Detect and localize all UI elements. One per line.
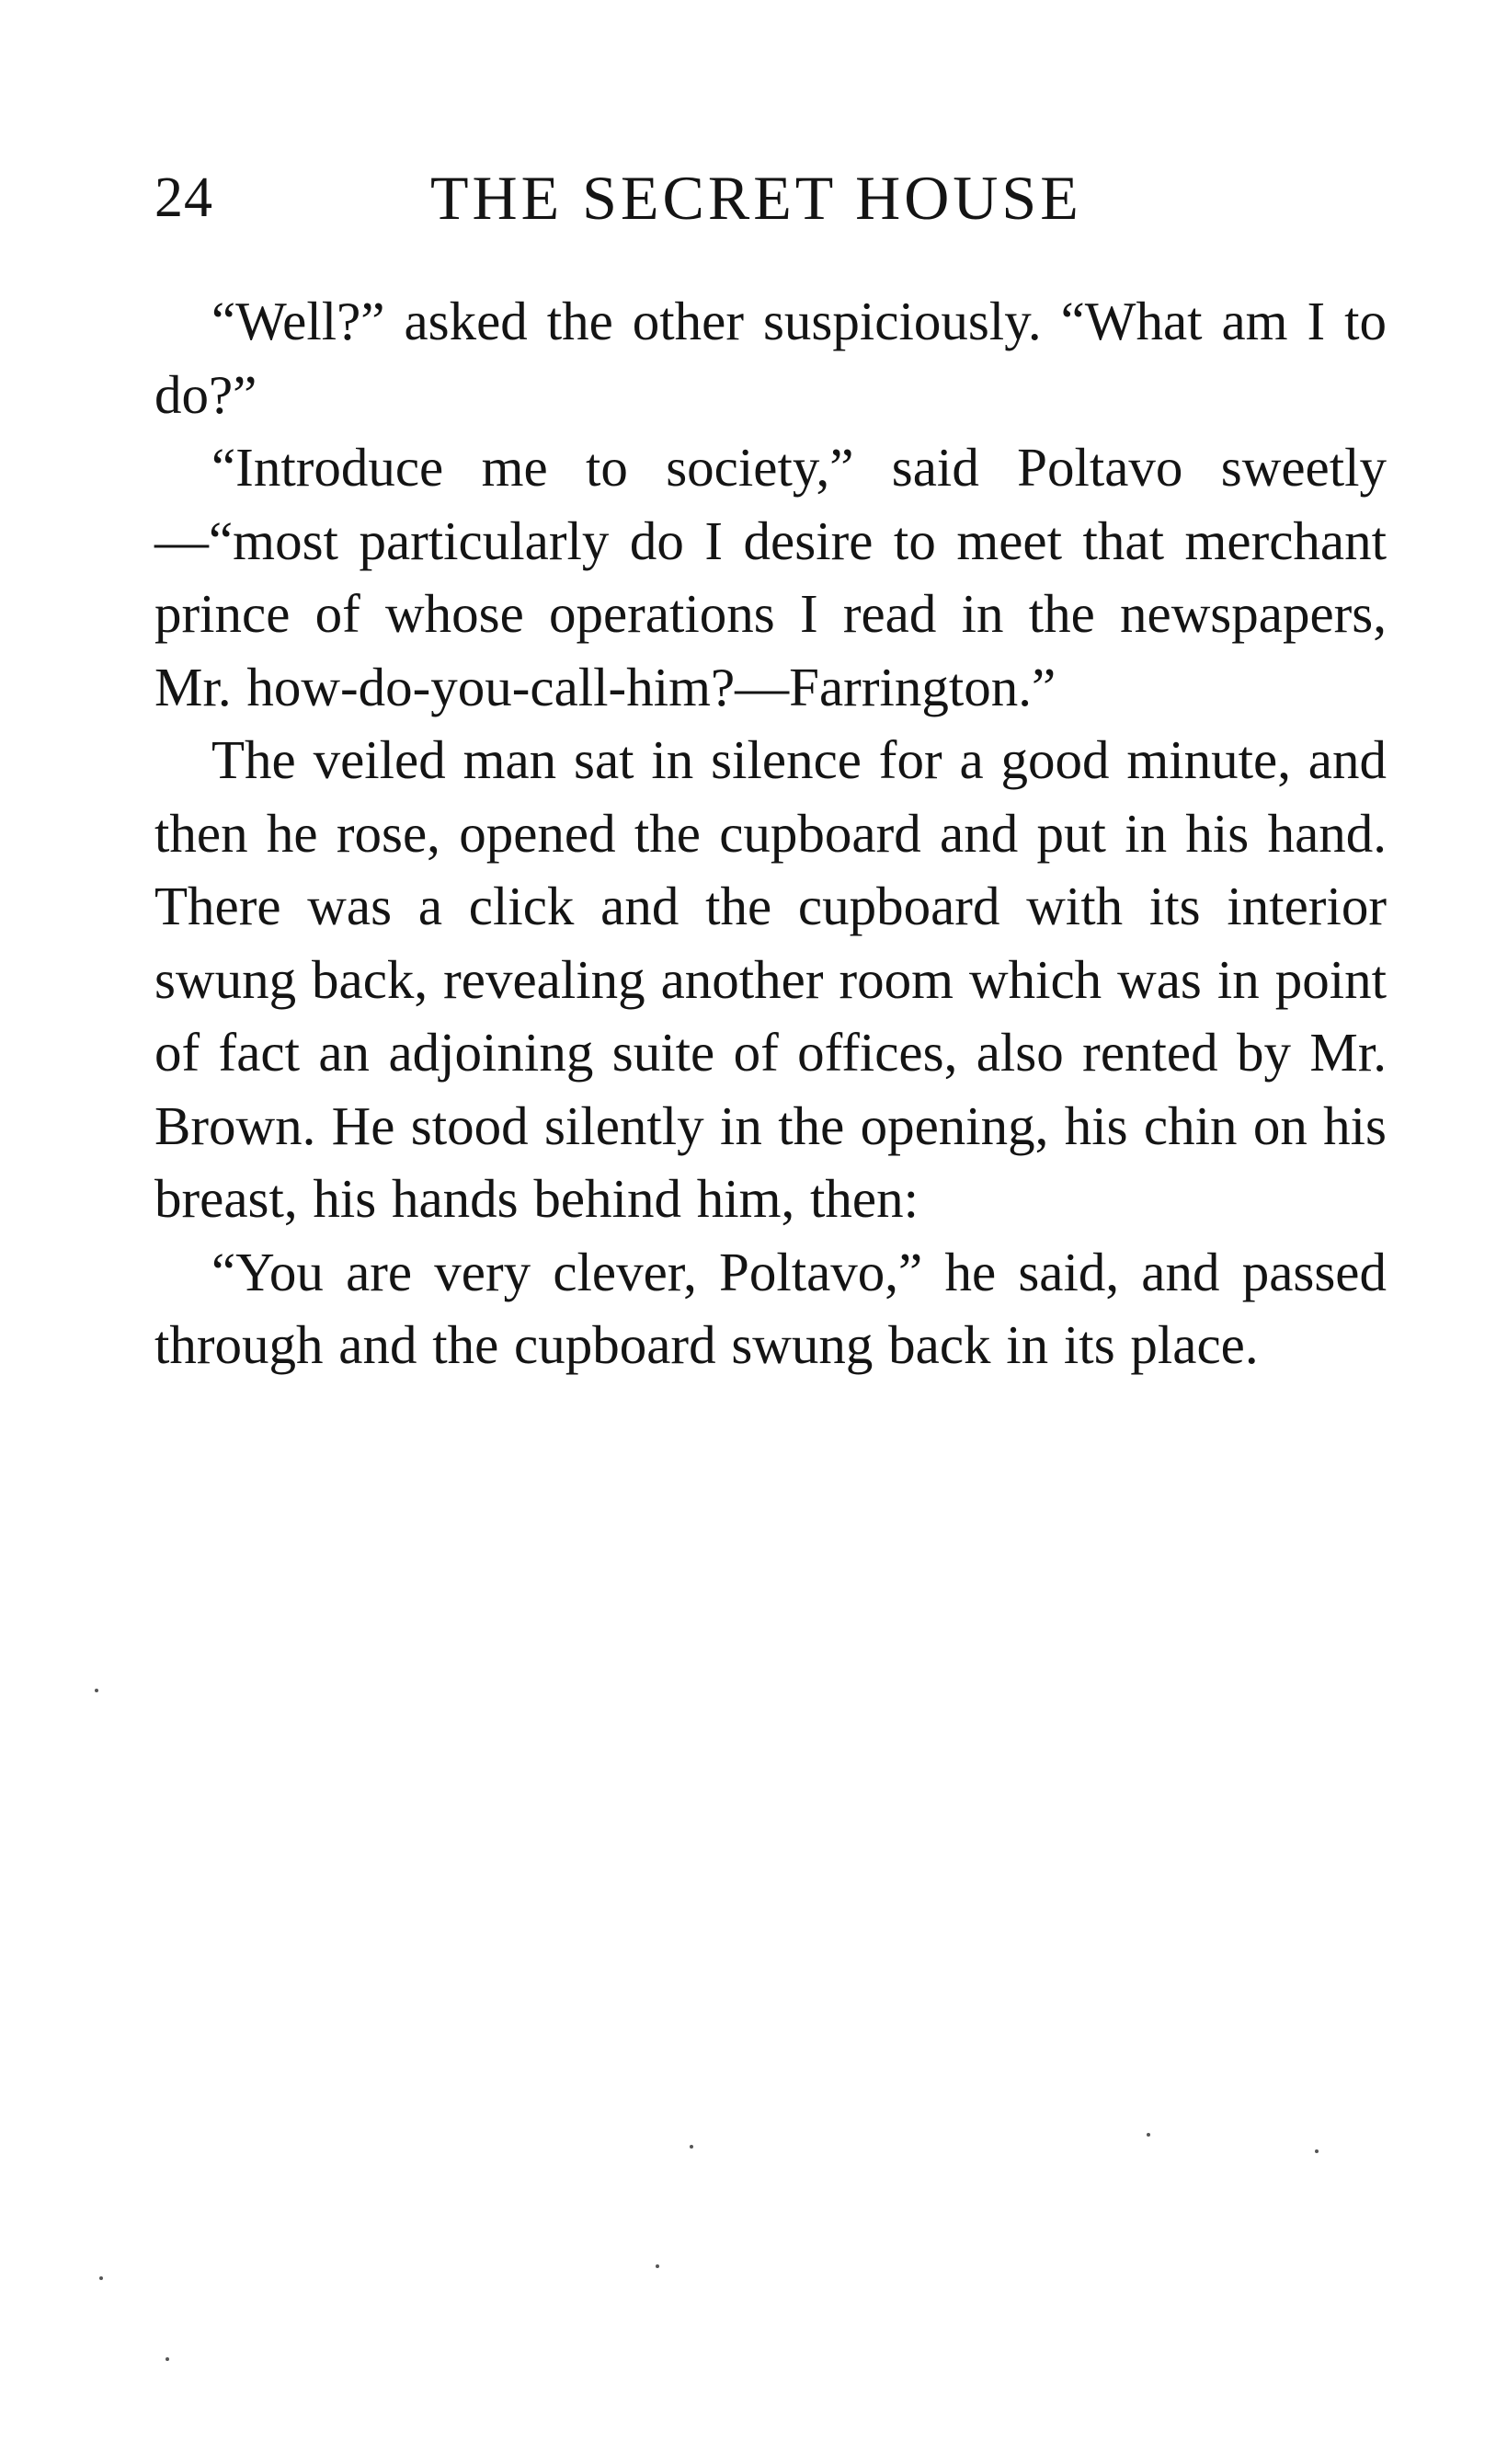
body-text [154,285,1387,1382]
scan-speck [95,1689,98,1692]
scan-speck [1315,2149,1319,2153]
paragraph: “Well?” asked the other suspiciously. “What am I to do?” [154,291,1387,425]
paragraph: “Introduce me to society,” said Poltavo sweetly—“most particularly do I desire to meet that merchant prince of whose operations I read in the newspapers, Mr. how-do-you-call-him?—Farrington.” [154,437,1387,717]
running-head [154,156,1387,239]
paragraph: “You are very clever, Poltavo,” he said, and passed through and the cupboard swung back in its place. [154,1241,1387,1375]
paragraph: The veiled man sat in silence for a good minute, and then he rose, opened the cupboard and put in his hand. There was a click and the cupboard with its interior swung back, revealing another room which was in point of fact an adjoining suite of offices, also rented by Mr. Brown. He stood silently in the opening, his chin on his breast, his hands behind him, then: [154,729,1387,1229]
page-number: 24 [154,166,213,229]
scan-speck [99,2276,103,2280]
scan-speck [1147,2133,1150,2137]
scan-speck [690,2145,693,2149]
scan-speck [166,2357,169,2361]
scan-speck [656,2264,659,2268]
running-title: THE SECRET HOUSE [430,163,1082,233]
